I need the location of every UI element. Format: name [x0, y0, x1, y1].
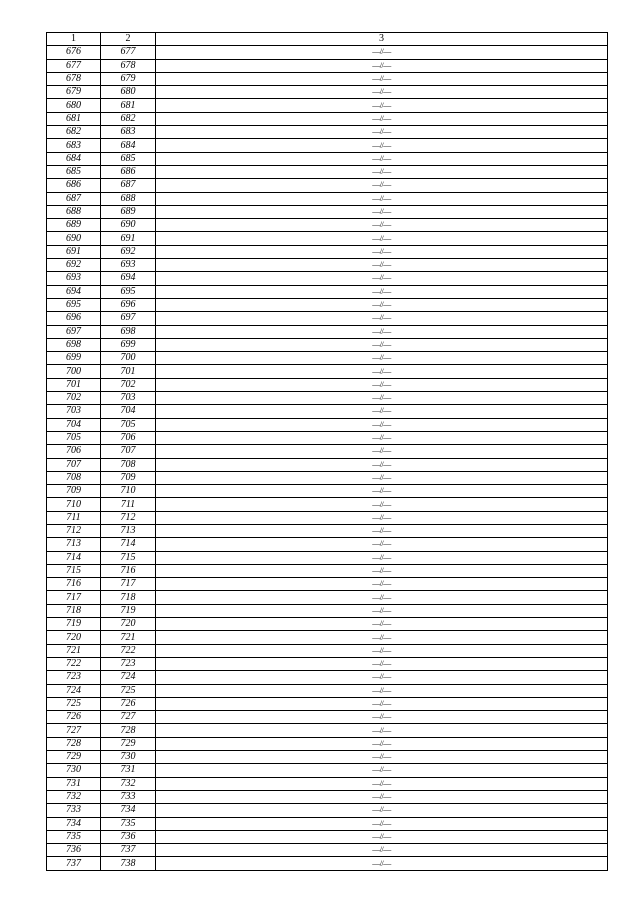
cell-col-1: 706 [47, 445, 101, 458]
table-row [47, 511, 608, 524]
cell-col-1: 723 [47, 671, 101, 684]
table-row [47, 751, 608, 764]
cell-col-1: 678 [47, 72, 101, 85]
cell-col-3: —//— [156, 338, 608, 351]
cell-col-2: 731 [101, 764, 156, 777]
table-row [47, 126, 608, 139]
cell-col-3: —//— [156, 445, 608, 458]
table-row [47, 378, 608, 391]
table-row [47, 618, 608, 631]
cell-col-2: 681 [101, 99, 156, 112]
cell-col-1: 715 [47, 564, 101, 577]
cell-col-3: —//— [156, 192, 608, 205]
cell-col-1: 721 [47, 644, 101, 657]
cell-col-3: —//— [156, 219, 608, 232]
table-row [47, 232, 608, 245]
table-row [47, 46, 608, 59]
table-row [47, 179, 608, 192]
cell-col-1: 737 [47, 857, 101, 870]
cell-col-3: —//— [156, 711, 608, 724]
table-row [47, 365, 608, 378]
cell-col-1: 716 [47, 578, 101, 591]
table-row [47, 86, 608, 99]
cell-col-2: 727 [101, 711, 156, 724]
table-row [47, 631, 608, 644]
table-row [47, 578, 608, 591]
cell-col-1: 713 [47, 538, 101, 551]
cell-col-2: 710 [101, 485, 156, 498]
cell-col-2: 728 [101, 724, 156, 737]
cell-col-2: 716 [101, 564, 156, 577]
cell-col-3: —//— [156, 844, 608, 857]
cell-col-3: —//— [156, 857, 608, 870]
cell-col-1: 735 [47, 830, 101, 843]
cell-col-1: 736 [47, 844, 101, 857]
table-row [47, 99, 608, 112]
cell-col-2: 683 [101, 126, 156, 139]
cell-col-1: 733 [47, 804, 101, 817]
cell-col-2: 735 [101, 817, 156, 830]
table-row [47, 445, 608, 458]
table-row [47, 737, 608, 750]
table-row [47, 272, 608, 285]
cell-col-2: 693 [101, 259, 156, 272]
cell-col-2: 709 [101, 471, 156, 484]
column-header-1: 1 [47, 33, 101, 46]
table-row [47, 72, 608, 85]
cell-col-2: 698 [101, 325, 156, 338]
table-row [47, 817, 608, 830]
table-row [47, 192, 608, 205]
cell-col-2: 691 [101, 232, 156, 245]
cell-col-3: —//— [156, 352, 608, 365]
table-row [47, 844, 608, 857]
cell-col-1: 705 [47, 431, 101, 444]
table-row [47, 312, 608, 325]
cell-col-1: 702 [47, 392, 101, 405]
table-row [47, 431, 608, 444]
cell-col-2: 707 [101, 445, 156, 458]
cell-col-3: —//— [156, 46, 608, 59]
cell-col-1: 703 [47, 405, 101, 418]
cell-col-2: 724 [101, 671, 156, 684]
cell-col-2: 715 [101, 551, 156, 564]
table-row [47, 644, 608, 657]
cell-col-1: 726 [47, 711, 101, 724]
cell-col-3: —//— [156, 179, 608, 192]
cell-col-2: 682 [101, 112, 156, 125]
table-row [47, 711, 608, 724]
table-body [47, 46, 608, 870]
cell-col-2: 730 [101, 751, 156, 764]
table-row [47, 139, 608, 152]
cell-col-1: 696 [47, 312, 101, 325]
cell-col-1: 682 [47, 126, 101, 139]
cell-col-3: —//— [156, 112, 608, 125]
cell-col-1: 700 [47, 365, 101, 378]
cell-col-2: 684 [101, 139, 156, 152]
cell-col-1: 692 [47, 259, 101, 272]
cell-col-2: 690 [101, 219, 156, 232]
table-row [47, 298, 608, 311]
cell-col-2: 734 [101, 804, 156, 817]
cell-col-1: 734 [47, 817, 101, 830]
cell-col-1: 732 [47, 790, 101, 803]
cell-col-3: —//— [156, 285, 608, 298]
cell-col-1: 680 [47, 99, 101, 112]
cell-col-1: 684 [47, 152, 101, 165]
cell-col-3: —//— [156, 777, 608, 790]
table-row [47, 219, 608, 232]
cell-col-3: —//— [156, 152, 608, 165]
cell-col-1: 681 [47, 112, 101, 125]
cell-col-1: 717 [47, 591, 101, 604]
cell-col-2: 677 [101, 46, 156, 59]
cell-col-1: 724 [47, 684, 101, 697]
cell-col-2: 694 [101, 272, 156, 285]
cell-col-2: 733 [101, 790, 156, 803]
cell-col-3: —//— [156, 564, 608, 577]
cell-col-3: —//— [156, 312, 608, 325]
cell-col-3: —//— [156, 657, 608, 670]
cell-col-2: 723 [101, 657, 156, 670]
cell-col-3: —//— [156, 697, 608, 710]
cell-col-1: 712 [47, 524, 101, 537]
cell-col-1: 709 [47, 485, 101, 498]
cell-col-3: —//— [156, 830, 608, 843]
table-row [47, 498, 608, 511]
cell-col-3: —//— [156, 272, 608, 285]
cell-col-1: 691 [47, 245, 101, 258]
table-row [47, 392, 608, 405]
table-row [47, 112, 608, 125]
cell-col-1: 725 [47, 697, 101, 710]
cell-col-3: —//— [156, 817, 608, 830]
cell-col-3: —//— [156, 392, 608, 405]
cell-col-3: —//— [156, 684, 608, 697]
cell-col-2: 717 [101, 578, 156, 591]
header-row [47, 33, 608, 46]
cell-col-2: 725 [101, 684, 156, 697]
cell-col-1: 714 [47, 551, 101, 564]
cell-col-3: —//— [156, 126, 608, 139]
table-row [47, 471, 608, 484]
cell-col-3: —//— [156, 418, 608, 431]
table-row [47, 790, 608, 803]
cell-col-2: 680 [101, 86, 156, 99]
cell-col-1: 719 [47, 618, 101, 631]
cell-col-3: —//— [156, 485, 608, 498]
cell-col-2: 704 [101, 405, 156, 418]
cell-col-1: 704 [47, 418, 101, 431]
cell-col-3: —//— [156, 405, 608, 418]
cell-col-1: 729 [47, 751, 101, 764]
cell-col-1: 698 [47, 338, 101, 351]
cell-col-2: 689 [101, 205, 156, 218]
cell-col-2: 699 [101, 338, 156, 351]
cell-col-2: 736 [101, 830, 156, 843]
cell-col-3: —//— [156, 724, 608, 737]
cell-col-1: 699 [47, 352, 101, 365]
cell-col-1: 708 [47, 471, 101, 484]
table-row [47, 857, 608, 870]
cell-col-2: 719 [101, 604, 156, 617]
cell-col-3: —//— [156, 431, 608, 444]
table-row [47, 604, 608, 617]
cell-col-2: 701 [101, 365, 156, 378]
cell-col-1: 710 [47, 498, 101, 511]
table-row [47, 485, 608, 498]
cell-col-3: —//— [156, 631, 608, 644]
cell-col-2: 708 [101, 458, 156, 471]
cell-col-3: —//— [156, 751, 608, 764]
cell-col-3: —//— [156, 498, 608, 511]
cell-col-3: —//— [156, 378, 608, 391]
cell-col-1: 701 [47, 378, 101, 391]
cell-col-3: —//— [156, 604, 608, 617]
cell-col-2: 688 [101, 192, 156, 205]
table-row [47, 804, 608, 817]
cell-col-1: 727 [47, 724, 101, 737]
cell-col-2: 678 [101, 59, 156, 72]
table-row [47, 338, 608, 351]
cell-col-3: —//— [156, 551, 608, 564]
table-row [47, 777, 608, 790]
cell-col-3: —//— [156, 737, 608, 750]
cell-col-2: 722 [101, 644, 156, 657]
cell-col-1: 687 [47, 192, 101, 205]
cell-col-3: —//— [156, 591, 608, 604]
cell-col-1: 688 [47, 205, 101, 218]
cell-col-1: 677 [47, 59, 101, 72]
cell-col-2: 695 [101, 285, 156, 298]
cell-col-2: 714 [101, 538, 156, 551]
cell-col-1: 718 [47, 604, 101, 617]
cell-col-2: 732 [101, 777, 156, 790]
table-row [47, 259, 608, 272]
cell-col-1: 679 [47, 86, 101, 99]
cell-col-1: 695 [47, 298, 101, 311]
table-row [47, 591, 608, 604]
cell-col-1: 693 [47, 272, 101, 285]
cell-col-1: 676 [47, 46, 101, 59]
cell-col-3: —//— [156, 618, 608, 631]
table-row [47, 764, 608, 777]
table-row [47, 724, 608, 737]
table-row [47, 165, 608, 178]
cell-col-3: —//— [156, 764, 608, 777]
cell-col-3: —//— [156, 538, 608, 551]
cell-col-3: —//— [156, 471, 608, 484]
cell-col-1: 689 [47, 219, 101, 232]
cell-col-2: 705 [101, 418, 156, 431]
table-row [47, 352, 608, 365]
cell-col-1: 730 [47, 764, 101, 777]
cell-col-2: 692 [101, 245, 156, 258]
table-row [47, 551, 608, 564]
cell-col-3: —//— [156, 365, 608, 378]
table-row [47, 152, 608, 165]
cell-col-2: 687 [101, 179, 156, 192]
cell-col-2: 686 [101, 165, 156, 178]
cell-col-1: 711 [47, 511, 101, 524]
cell-col-3: —//— [156, 790, 608, 803]
cell-col-2: 718 [101, 591, 156, 604]
cell-col-1: 694 [47, 285, 101, 298]
cell-col-2: 738 [101, 857, 156, 870]
cell-col-1: 720 [47, 631, 101, 644]
cell-col-2: 713 [101, 524, 156, 537]
cell-col-3: —//— [156, 325, 608, 338]
cell-col-2: 703 [101, 392, 156, 405]
cell-col-1: 707 [47, 458, 101, 471]
cell-col-1: 697 [47, 325, 101, 338]
table-row [47, 564, 608, 577]
numbered-ditto-table [46, 32, 608, 871]
cell-col-3: —//— [156, 298, 608, 311]
cell-col-1: 731 [47, 777, 101, 790]
cell-col-3: —//— [156, 458, 608, 471]
table-row [47, 245, 608, 258]
cell-col-3: —//— [156, 72, 608, 85]
cell-col-1: 690 [47, 232, 101, 245]
cell-col-3: —//— [156, 139, 608, 152]
cell-col-1: 685 [47, 165, 101, 178]
cell-col-3: —//— [156, 578, 608, 591]
cell-col-1: 683 [47, 139, 101, 152]
cell-col-2: 737 [101, 844, 156, 857]
cell-col-3: —//— [156, 86, 608, 99]
cell-col-2: 726 [101, 697, 156, 710]
table-row [47, 285, 608, 298]
table-row [47, 405, 608, 418]
cell-col-3: —//— [156, 232, 608, 245]
table-row [47, 524, 608, 537]
cell-col-3: —//— [156, 205, 608, 218]
cell-col-1: 722 [47, 657, 101, 670]
cell-col-3: —//— [156, 671, 608, 684]
table-row [47, 59, 608, 72]
cell-col-2: 712 [101, 511, 156, 524]
cell-col-2: 711 [101, 498, 156, 511]
cell-col-2: 706 [101, 431, 156, 444]
cell-col-3: —//— [156, 524, 608, 537]
cell-col-1: 728 [47, 737, 101, 750]
table-row [47, 418, 608, 431]
cell-col-2: 685 [101, 152, 156, 165]
table-row [47, 657, 608, 670]
cell-col-2: 720 [101, 618, 156, 631]
table-row [47, 205, 608, 218]
cell-col-2: 696 [101, 298, 156, 311]
cell-col-1: 686 [47, 179, 101, 192]
cell-col-2: 721 [101, 631, 156, 644]
cell-col-3: —//— [156, 511, 608, 524]
table-row [47, 697, 608, 710]
table-row [47, 830, 608, 843]
table-row [47, 671, 608, 684]
cell-col-2: 700 [101, 352, 156, 365]
table-row [47, 458, 608, 471]
cell-col-2: 702 [101, 378, 156, 391]
cell-col-3: —//— [156, 804, 608, 817]
table-row [47, 325, 608, 338]
cell-col-3: —//— [156, 99, 608, 112]
cell-col-2: 697 [101, 312, 156, 325]
cell-col-3: —//— [156, 165, 608, 178]
table-row [47, 538, 608, 551]
cell-col-3: —//— [156, 644, 608, 657]
column-header-2: 2 [101, 33, 156, 46]
cell-col-2: 729 [101, 737, 156, 750]
column-header-3: 3 [156, 33, 608, 46]
cell-col-3: —//— [156, 59, 608, 72]
cell-col-3: —//— [156, 245, 608, 258]
table-row [47, 684, 608, 697]
cell-col-3: —//— [156, 259, 608, 272]
cell-col-2: 679 [101, 72, 156, 85]
